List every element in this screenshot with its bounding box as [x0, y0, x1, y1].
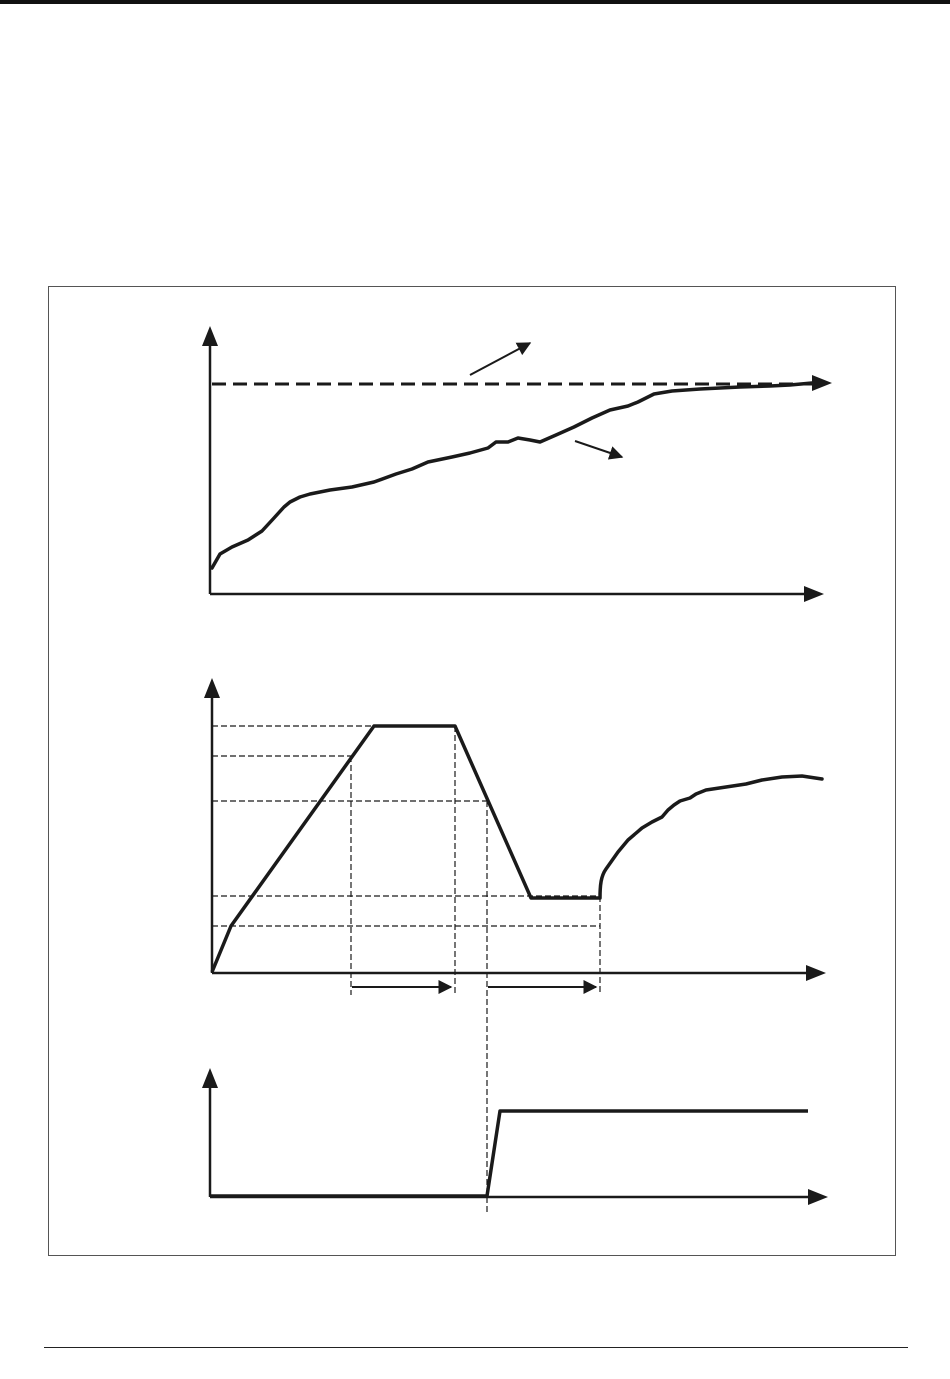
- middle-y-axis-arrowhead: [204, 678, 220, 698]
- vertical-guides: [351, 726, 600, 1215]
- top-x-axis-arrowhead: [804, 586, 824, 602]
- pointer-arrow-upper: [470, 343, 530, 375]
- recovery-curve: [600, 776, 822, 898]
- trapezoid-profile: [212, 726, 600, 972]
- top-panel: [202, 326, 832, 602]
- bottom-y-axis-arrowhead: [202, 1068, 218, 1088]
- middle-panel: [204, 678, 826, 1215]
- pointer-arrow-lower: [575, 441, 622, 457]
- rising-measured-curve: [212, 383, 812, 568]
- middle-x-axis-arrowhead: [806, 965, 826, 981]
- top-y-axis-arrowhead: [202, 326, 218, 346]
- bottom-panel: [202, 1068, 828, 1205]
- step-signal: [210, 1111, 808, 1196]
- dashed-line-arrowhead: [812, 375, 832, 391]
- bottom-x-axis-arrowhead: [808, 1189, 828, 1205]
- reference-levels: [212, 726, 600, 926]
